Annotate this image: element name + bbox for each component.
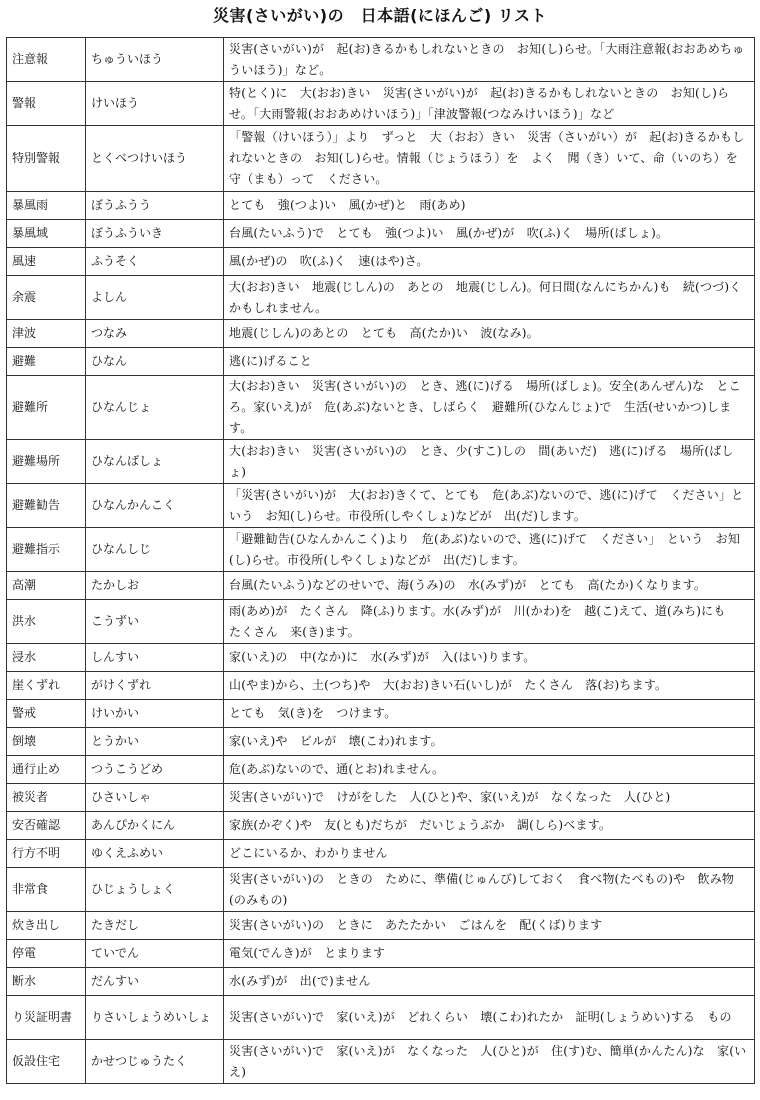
reading-cell: けいかい (86, 700, 224, 728)
table-row (7, 528, 755, 572)
definition-cell: 山(やま)から、土(つち)や 大(おお)きい石(いし)が たくさん 落(お)ちます。 (224, 672, 755, 700)
table-row (7, 440, 755, 484)
term-cell: 崖くずれ (7, 672, 86, 700)
table-row (7, 276, 755, 320)
reading-cell: あんぴかくにん (86, 812, 224, 840)
table-row (7, 728, 755, 756)
term-cell: 注意報 (7, 38, 86, 82)
reading-cell: つなみ (86, 320, 224, 348)
reading-cell: ひさいしゃ (86, 784, 224, 812)
definition-cell: 災害(さいがい)で けがをした 人(ひと)や、家(いえ)が なくなった 人(ひと) (224, 784, 755, 812)
term-cell: 警報 (7, 82, 86, 126)
table-row (7, 812, 755, 840)
reading-cell: だんすい (86, 968, 224, 996)
term-cell: 炊き出し (7, 912, 86, 940)
term-cell: り災証明書 (7, 996, 86, 1040)
table-row (7, 572, 755, 600)
definition-cell: 家(いえ)の 中(なか)に 水(みず)が 入(はい)ります。 (224, 644, 755, 672)
table-row (7, 996, 755, 1040)
reading-cell: しんすい (86, 644, 224, 672)
reading-cell: ていでん (86, 940, 224, 968)
definition-cell: 「避難勧告(ひなんかんこく)より 危(あぶ)ないので、逃(に)げて ください」 という お知(し)らせ。市役所(しやくしょ)などが 出(だ)します。 (224, 528, 755, 572)
term-cell: 行方不明 (7, 840, 86, 868)
table-row (7, 320, 755, 348)
term-cell: 暴風雨 (7, 192, 86, 220)
term-cell: 仮設住宅 (7, 1040, 86, 1084)
table-row (7, 756, 755, 784)
definition-cell: 地震(じしん)のあとの とても 高(たか)い 波(なみ)。 (224, 320, 755, 348)
table-row (7, 940, 755, 968)
table-row (7, 484, 755, 528)
term-cell: 避難所 (7, 376, 86, 440)
definition-cell: 「警報（けいほう）」より ずっと 大（おお）きい 災害（さいがい）が 起(お)きるかもしれないときの お知(し)らせ。情報（じょうほう）を よく 聞（き）いて、命（いのち）を 守（まも）って ください。 (224, 126, 755, 192)
reading-cell: ちゅういほう (86, 38, 224, 82)
definition-cell: 家族(かぞく)や 友(とも)だちが だいじょうぶか 調(しら)べます。 (224, 812, 755, 840)
table-row (7, 38, 755, 82)
table-row (7, 644, 755, 672)
definition-cell: どこにいるか、わかりません (224, 840, 755, 868)
definition-cell: 「災害(さいがい)が 大(おお)きくて、とても 危(あぶ)ないので、逃(に)げて ください」という お知(し)らせ。市役所(しやくしょ)などが 出(だ)します。 (224, 484, 755, 528)
reading-cell: ひなんじょ (86, 376, 224, 440)
table-row (7, 82, 755, 126)
reading-cell: ひなん (86, 348, 224, 376)
table-row (7, 968, 755, 996)
table-row (7, 600, 755, 644)
definition-cell: 大(おお)きい 地震(じしん)の あとの 地震(じしん)。何日間(なんにちかん)も 続(つづ)くかもしれません。 (224, 276, 755, 320)
reading-cell: とうかい (86, 728, 224, 756)
term-cell: 避難指示 (7, 528, 86, 572)
definition-cell: 台風(たいふう)などのせいで、海(うみ)の 水(みず)が とても 高(たか)くなります。 (224, 572, 755, 600)
table-row (7, 672, 755, 700)
reading-cell: かせつじゅうたく (86, 1040, 224, 1084)
disaster-vocabulary-table (6, 37, 755, 1084)
definition-cell: 逃(に)げること (224, 348, 755, 376)
definition-cell: 特(とく)に 大(おお)きい 災害(さいがい)が 起(お)きるかもしれないときの お知(し)らせ。「大雨警報(おおあめけいほう)」「津波警報(つなみけいほう)」など (224, 82, 755, 126)
definition-cell: 災害(さいがい)が 起(お)きるかもしれないときの お知(し)らせ。「大雨注意報(おおあめちゅういほう)」など。 (224, 38, 755, 82)
reading-cell: つうこうどめ (86, 756, 224, 784)
reading-cell: とくべつけいほう (86, 126, 224, 192)
table-row (7, 1040, 755, 1084)
reading-cell: けいほう (86, 82, 224, 126)
table-row (7, 912, 755, 940)
definition-cell: とても 気(き)を つけます。 (224, 700, 755, 728)
reading-cell: たきだし (86, 912, 224, 940)
table-row (7, 220, 755, 248)
reading-cell: ぼうふういき (86, 220, 224, 248)
definition-cell: 災害(さいがい)で 家(いえ)が なくなった 人(ひと)が 住(す)む、簡単(かんたん)な 家(いえ) (224, 1040, 755, 1084)
table-row (7, 348, 755, 376)
definition-cell: 大(おお)きい 災害(さいがい)の とき、逃(に)げる 場所(ばしょ)。安全(あんぜん)な ところ。家(いえ)が 危(あぶ)ないとき、しばらく 避難所(ひなんじょ)で 生活(せいかつ)します。 (224, 376, 755, 440)
term-cell: 通行止め (7, 756, 86, 784)
definition-cell: 家(いえ)や ビルが 壊(こわ)れます。 (224, 728, 755, 756)
term-cell: 余震 (7, 276, 86, 320)
definition-cell: 災害(さいがい)で 家(いえ)が どれくらい 壊(こわ)れたか 証明(しょうめい)する もの (224, 996, 755, 1040)
page-title: 災害(さいがい)の 日本語(にほんご) リスト (212, 6, 547, 25)
reading-cell: ふうそく (86, 248, 224, 276)
definition-cell: 大(おお)きい 災害(さいがい)の とき、少(すこ)しの 間(あいだ) 逃(に)げる 場所(ばしょ) (224, 440, 755, 484)
table-row (7, 376, 755, 440)
reading-cell: ひなんかんこく (86, 484, 224, 528)
term-cell: 洪水 (7, 600, 86, 644)
term-cell: 高潮 (7, 572, 86, 600)
reading-cell: よしん (86, 276, 224, 320)
table-row (7, 700, 755, 728)
term-cell: 被災者 (7, 784, 86, 812)
reading-cell: がけくずれ (86, 672, 224, 700)
definition-cell: 危(あぶ)ないので、通(とお)れません。 (224, 756, 755, 784)
table-row (7, 868, 755, 912)
reading-cell: ひなんばしょ (86, 440, 224, 484)
term-cell: 風速 (7, 248, 86, 276)
definition-cell: 電気(でんき)が とまります (224, 940, 755, 968)
definition-cell: とても 強(つよ)い 風(かぜ)と 雨(あめ) (224, 192, 755, 220)
table-row (7, 784, 755, 812)
term-cell: 避難 (7, 348, 86, 376)
term-cell: 安否確認 (7, 812, 86, 840)
term-cell: 津波 (7, 320, 86, 348)
definition-cell: 水(みず)が 出(で)ません (224, 968, 755, 996)
reading-cell: たかしお (86, 572, 224, 600)
definition-cell: 災害(さいがい)の ときの ために、準備(じゅんび)しておく 食べ物(たべもの)や 飲み物(のみもの) (224, 868, 755, 912)
term-cell: 避難場所 (7, 440, 86, 484)
definition-cell: 雨(あめ)が たくさん 降(ふ)ります。水(みず)が 川(かわ)を 越(こ)えて、道(みち)にも たくさん 来(き)ます。 (224, 600, 755, 644)
table-row (7, 126, 755, 192)
definition-cell: 災害(さいがい)の ときに あたたかい ごはんを 配(くば)ります (224, 912, 755, 940)
term-cell: 避難勧告 (7, 484, 86, 528)
table-row (7, 248, 755, 276)
reading-cell: こうずい (86, 600, 224, 644)
term-cell: 断水 (7, 968, 86, 996)
term-cell: 浸水 (7, 644, 86, 672)
term-cell: 特別警報 (7, 126, 86, 192)
term-cell: 警戒 (7, 700, 86, 728)
table-row (7, 840, 755, 868)
term-cell: 倒壊 (7, 728, 86, 756)
term-cell: 停電 (7, 940, 86, 968)
definition-cell: 風(かぜ)の 吹(ふ)く 速(はや)さ。 (224, 248, 755, 276)
reading-cell: ぼうふうう (86, 192, 224, 220)
table-body (7, 38, 755, 1084)
table-row (7, 192, 755, 220)
reading-cell: ひじょうしょく (86, 868, 224, 912)
reading-cell: ゆくえふめい (86, 840, 224, 868)
term-cell: 暴風域 (7, 220, 86, 248)
definition-cell: 台風(たいふう)で とても 強(つよ)い 風(かぜ)が 吹(ふ)く 場所(ばしょ)。 (224, 220, 755, 248)
term-cell: 非常食 (7, 868, 86, 912)
reading-cell: りさいしょうめいしょ (86, 996, 224, 1040)
reading-cell: ひなんしじ (86, 528, 224, 572)
